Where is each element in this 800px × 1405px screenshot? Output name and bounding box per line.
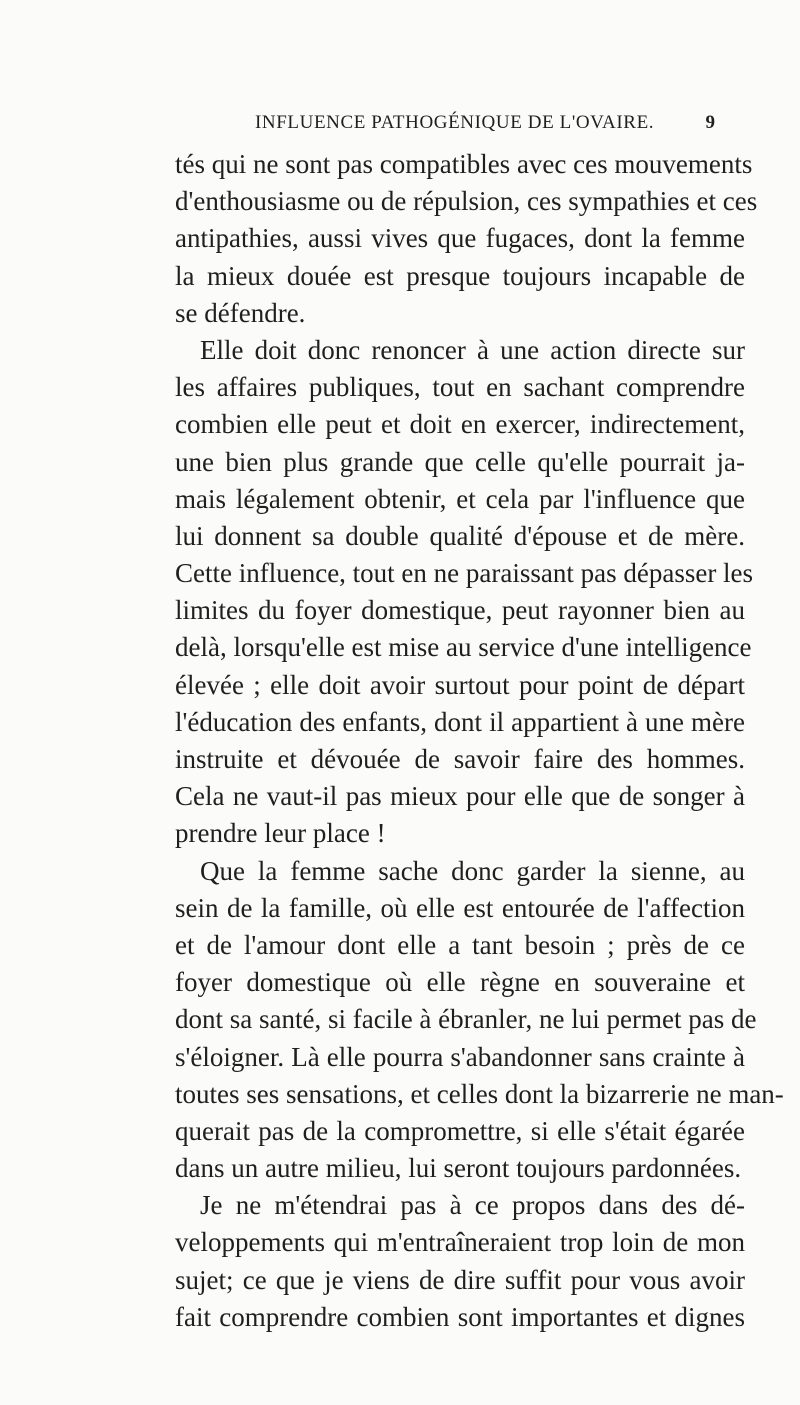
text-line: toutes ses sensations, et celles dont la bizarrerie ne man- bbox=[175, 1078, 784, 1109]
text-line: lui donnent sa double qualité d'épouse et de mère. bbox=[175, 520, 745, 551]
text-line: dont sa santé, si facile à ébranler, ne lui permet pas de bbox=[175, 1004, 757, 1035]
text-line: foyer domestique où elle règne en souveraine et bbox=[175, 967, 745, 998]
page-number: 9 bbox=[705, 112, 715, 133]
text-line: la mieux douée est presque toujours incapable de bbox=[175, 260, 745, 291]
body-text bbox=[175, 146, 784, 1336]
text-line: querait pas de la compromettre, si elle s'était égarée bbox=[175, 1115, 745, 1146]
text-line: d'enthousiasme ou de répulsion, ces sympathies et ces bbox=[175, 186, 758, 217]
text-line: veloppements qui m'entraîneraient trop loin de mon bbox=[175, 1227, 745, 1258]
text-line: se défendre. bbox=[175, 297, 306, 328]
text-line: les affaires publiques, tout en sachant comprendre bbox=[175, 372, 745, 403]
text-line: élevée ; elle doit avoir surtout pour point de départ bbox=[175, 669, 745, 700]
text-line: prendre leur place ! bbox=[175, 818, 386, 849]
text-line: mais légalement obtenir, et cela par l'influence que bbox=[175, 483, 745, 514]
paragraph-start-line: Que la femme sache donc garder la sienne, au bbox=[200, 855, 745, 886]
text-line: dans un autre milieu, lui seront toujours pardonnées. bbox=[175, 1153, 742, 1184]
text-line: fait comprendre combien sont importantes et dignes bbox=[175, 1301, 745, 1332]
text-line: Cela ne vaut-il pas mieux pour elle que de songer à bbox=[175, 781, 745, 812]
text-line: une bien plus grande que celle qu'elle pourrait ja- bbox=[175, 446, 745, 477]
paragraph-start-line: Elle doit donc renoncer à une action directe sur bbox=[200, 334, 745, 365]
running-title: INFLUENCE PATHOGÉNIQUE DE L'OVAIRE. bbox=[255, 112, 655, 133]
running-head bbox=[255, 112, 715, 138]
paragraph-start-line: Je ne m'étendrai pas à ce propos dans des dé- bbox=[200, 1190, 745, 1221]
text-line: tés qui ne sont pas compatibles avec ces mouvements bbox=[175, 149, 753, 179]
text-line: delà, lorsqu'elle est mise au service d'une intelligence bbox=[175, 632, 752, 663]
text-line: combien elle peut et doit en exercer, indirectement, bbox=[175, 409, 745, 440]
text-line: instruite et dévouée de savoir faire des hommes. bbox=[175, 744, 745, 774]
text-line: sujet; ce que je viens de dire suffit pour vous avoir bbox=[175, 1264, 745, 1295]
text-line: et de l'amour dont elle a tant besoin ; près de ce bbox=[175, 929, 745, 960]
text-line: limites du foyer domestique, peut rayonner bien au bbox=[175, 595, 745, 626]
text-line: Cette influence, tout en ne paraissant pas dépasser les bbox=[175, 558, 754, 589]
text-line: antipathies, aussi vives que fugaces, dont la femme bbox=[175, 223, 745, 254]
text-line: s'éloigner. Là elle pourra s'abandonner sans crainte à bbox=[175, 1041, 745, 1072]
text-line: sein de la famille, où elle est entourée de l'affection bbox=[175, 892, 745, 923]
text-line: l'éducation des enfants, dont il appartient à une mère bbox=[175, 706, 745, 737]
